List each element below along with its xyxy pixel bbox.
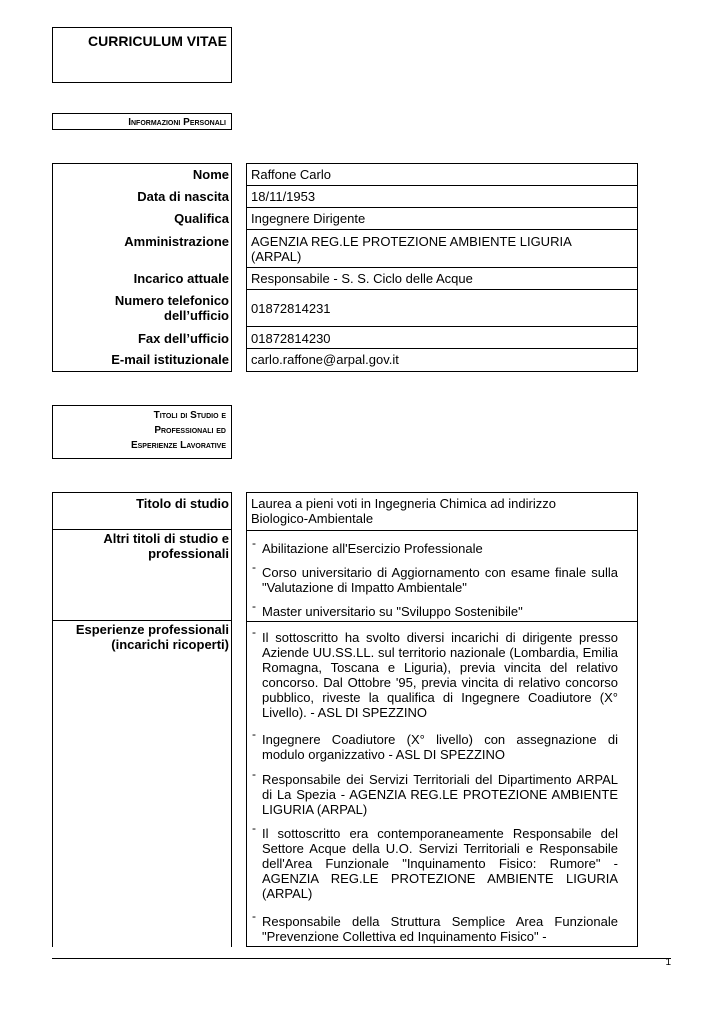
section-personal-title: Informazioni Personali [52, 113, 232, 130]
altri-item: Abilitazione all'Esercizio Professionale [262, 541, 483, 556]
label-altri-titoli-line2: professionali [148, 546, 229, 561]
cv-title-box [52, 27, 232, 83]
esperienza-item: Il sottoscritto era contemporaneamente Responsabile del Settore Acque della U.O. Servizi Territoriali e Responsabile dell'Area Funzionale "Inquinamento Fisico: Rumore" - AGENZIA REG.LE PROTEZIONE AMBIENTE LIGURIA (ARPAL) [262, 826, 618, 901]
esperienza-item: Il sottoscritto ha svolto diversi incarichi di dirigente presso Aziende UU.SS.LL. sul territorio nazionale (Lombardia, Emilia Romagna, Toscana e Liguria), previa vincita del relativo concorso. Dal Ottobre '95, previa vincita di relativo concorso pubblico, riveste la qualifica di Ingegnere Coadiutore (X° Livello). - ASL DI SPEZZINO [262, 630, 618, 720]
bullet-dash: - [252, 727, 256, 741]
bullet-dash: - [252, 821, 256, 835]
label-titolo-studio: Titolo di studio [136, 496, 229, 511]
label-data-nascita: Data di nascita [137, 189, 229, 204]
label-qualifica: Qualifica [174, 211, 229, 226]
page-number: 1 [665, 957, 671, 968]
esperienza-item: Ingegnere Coadiutore (X° livello) con assegnazione di modulo organizzativo - ASL DI SPEZZINO [262, 732, 618, 762]
label-esperienze-line2: (incarichi ricoperti) [111, 637, 229, 652]
altri-item: Corso universitario di Aggiornamento con esame finale sulla "Valutazione di Impatto Ambientale" [262, 565, 618, 595]
value-fax: 01872814230 [251, 331, 331, 346]
bullet-dash: - [252, 560, 256, 574]
label-telefono-line1: Numero telefonico [114, 293, 229, 308]
label-nome: Nome [192, 167, 229, 182]
value-amministrazione-line1: AGENZIA REG.LE PROTEZIONE AMBIENTE LIGURIA [251, 234, 572, 249]
label-incarico: Incarico attuale [133, 271, 229, 286]
section-studies-title: Titoli di Studio e Professionali ed Esperienze Lavorative [52, 405, 232, 459]
value-telefono: 01872814231 [251, 301, 331, 316]
footer-rule [52, 958, 671, 959]
label-fax: Fax dell’ufficio [137, 331, 229, 346]
label-telefono-line2: dell’ufficio [164, 308, 229, 323]
value-incarico: Responsabile - S. S. Ciclo delle Acque [251, 271, 473, 286]
label-email: E-mail istituzionale [111, 352, 229, 367]
value-titolo-line2: Biologico-Ambientale [251, 511, 374, 526]
value-amministrazione-line2: (ARPAL) [251, 249, 302, 264]
value-qualifica: Ingegnere Dirigente [251, 211, 366, 226]
cv-title: CURRICULUM VITAE [88, 33, 227, 49]
value-data-nascita: 18/11/1953 [251, 189, 316, 204]
bullet-dash: - [252, 909, 256, 923]
label-esperienze-line1: Esperienze professionali [75, 622, 229, 637]
esperienza-item: Responsabile della Struttura Semplice Area Funzionale "Prevenzione Collettiva ed Inquinamento Fisico" - [262, 914, 618, 944]
label-amministrazione: Amministrazione [124, 234, 229, 249]
value-email: carlo.raffone@arpal.gov.it [251, 352, 399, 367]
value-titolo-line1: Laurea a pieni voti in Ingegneria Chimica ad indirizzo [251, 496, 556, 511]
value-nome: Raffone Carlo [251, 167, 331, 182]
altri-item: Master universitario su "Sviluppo Sostenibile" [262, 604, 523, 619]
bullet-dash: - [252, 767, 256, 781]
esperienza-item: Responsabile dei Servizi Territoriali del Dipartimento ARPAL di La Spezia - AGENZIA REG.LE PROTEZIONE AMBIENTE LIGURIA (ARPAL) [262, 772, 618, 817]
bullet-dash: - [252, 625, 256, 639]
bullet-dash: - [252, 599, 256, 613]
bullet-dash: - [252, 536, 256, 550]
label-altri-titoli-line1: Altri titoli di studio e [103, 531, 229, 546]
